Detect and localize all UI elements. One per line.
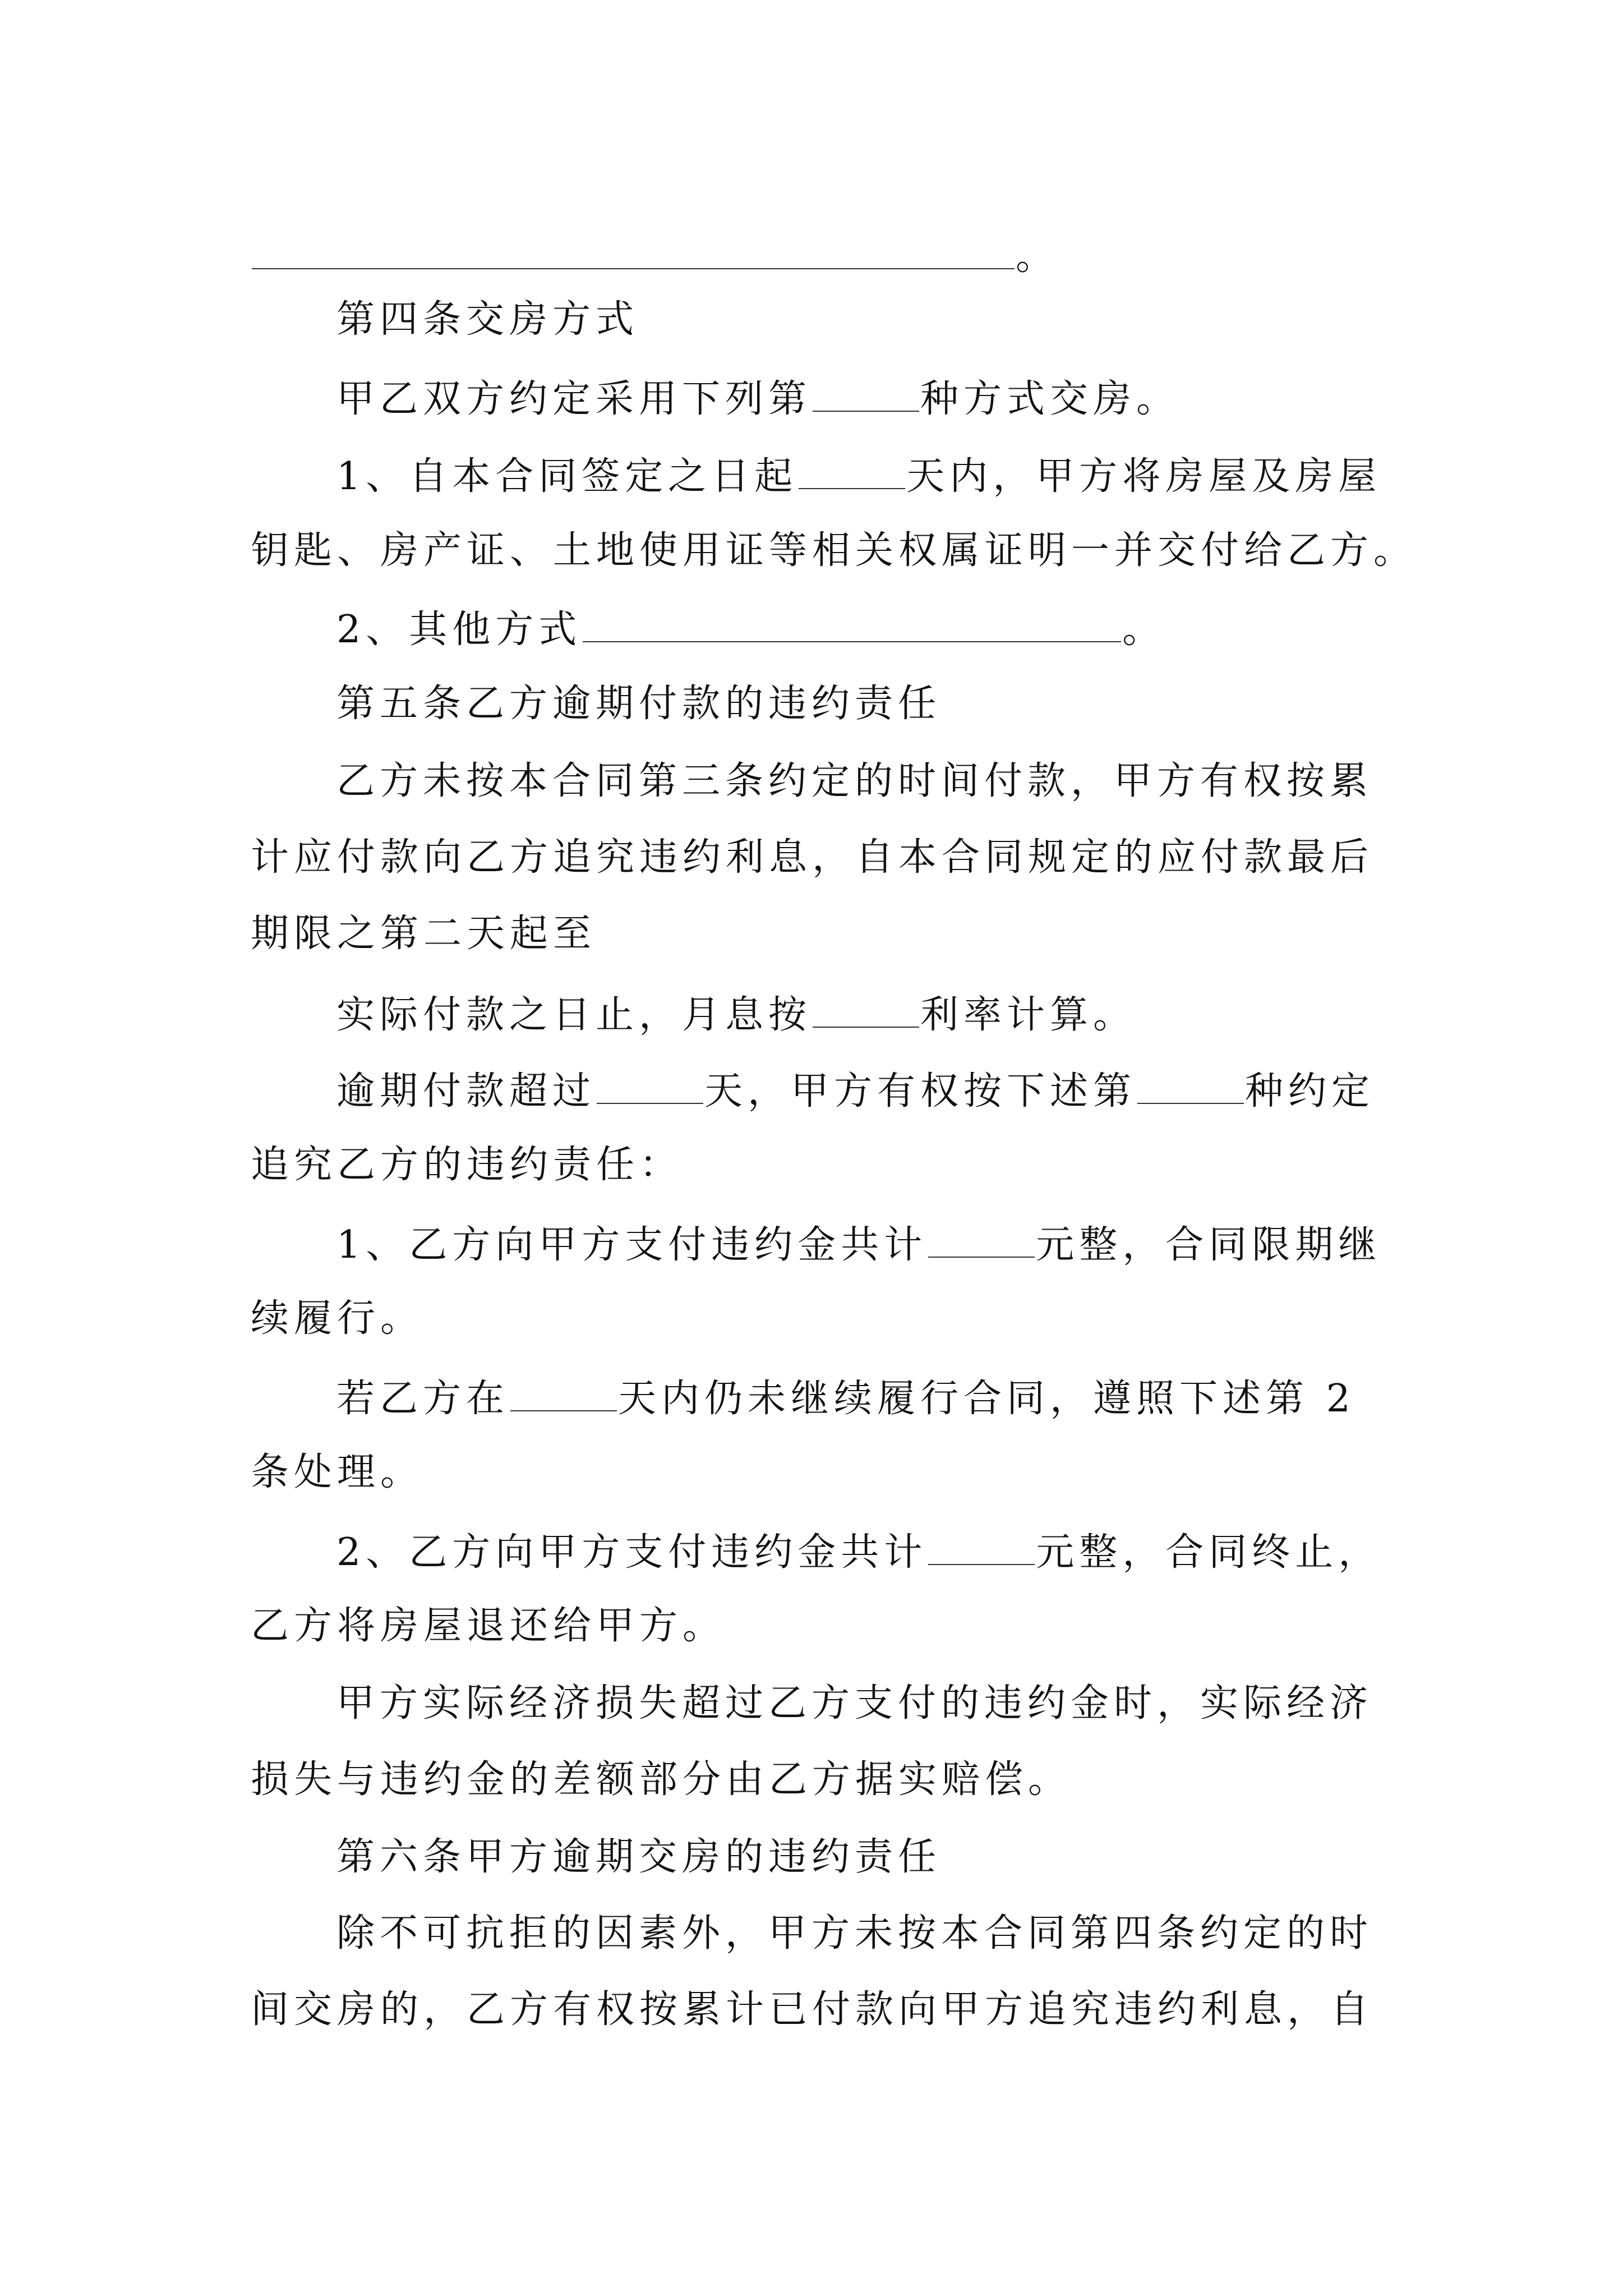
fill-blank xyxy=(928,1525,1035,1565)
text-segment: 天内，甲方将房屋及房屋 xyxy=(906,454,1382,499)
text-line xyxy=(251,1294,1389,1344)
fill-blank xyxy=(597,1064,703,1104)
text-line-top-blank xyxy=(251,229,1389,279)
fill-blank xyxy=(813,371,919,412)
text-segment: 乙方未按本合同第三条约定的时间付款，甲方有权按累 xyxy=(336,759,1373,803)
fill-blank xyxy=(813,987,919,1028)
text-segment: 实际付款之日止，月息按 xyxy=(336,993,812,1037)
text-segment: 乙方将房屋退还给甲方。 xyxy=(251,1604,726,1648)
text-line xyxy=(251,1985,1389,2035)
fill-blank xyxy=(252,229,1015,269)
text-line xyxy=(251,1140,1389,1190)
text-line xyxy=(251,909,1389,959)
text-segment: 利率计算。 xyxy=(920,993,1137,1037)
text-segment: 续履行。 xyxy=(251,1296,424,1341)
text-line xyxy=(251,1755,1389,1805)
text-line xyxy=(251,1601,1389,1651)
fill-blank xyxy=(799,449,905,489)
text-segment: 第六条甲方逾期交房的违约责任 xyxy=(336,1835,942,1879)
text-segment: 第四条交房方式 xyxy=(336,297,639,342)
text-segment: 2、乙方向甲方支付违约金共计 xyxy=(336,1530,928,1575)
text-line xyxy=(251,526,1417,576)
text-segment: 元整，合同限期继 xyxy=(1036,1223,1382,1267)
text-line xyxy=(336,1908,1391,1959)
text-segment: 种约定 xyxy=(1245,1069,1375,1114)
text-segment: 逾期付款超过 xyxy=(336,1069,596,1114)
article-five-heading xyxy=(336,679,1391,729)
text-segment: 元整，合同终止， xyxy=(1036,1530,1382,1575)
text-segment: 期限之第二天起至 xyxy=(251,912,597,956)
text-line xyxy=(336,1525,1391,1575)
text-line xyxy=(336,602,1391,652)
text-segment: 甲方实际经济损失超过乙方支付的违约金时，实际经济 xyxy=(336,1681,1373,1726)
article-six-heading xyxy=(336,1832,1391,1883)
text-line xyxy=(336,1371,1391,1421)
text-segment: 天，甲方有权按下述第 xyxy=(704,1069,1137,1114)
text-segment: 间交房的，乙方有权按累计已付款向甲方追究违约利息，自 xyxy=(251,1987,1374,2032)
text-segment: 除不可抗拒的因素外，甲方未按本合同第四条约定的时 xyxy=(336,1911,1373,1955)
fill-blank xyxy=(510,1371,617,1411)
text-line xyxy=(336,756,1391,807)
text-segment: 钥匙、房产证、土地使用证等相关权属证明一并交付给乙方。 xyxy=(251,528,1417,573)
text-line xyxy=(336,1217,1391,1268)
text-segment: 第五条乙方逾期付款的违约责任 xyxy=(336,682,942,726)
text-line xyxy=(336,371,1391,422)
text-line xyxy=(336,449,1391,499)
text-segment: 计应付款向乙方追究违约利息，自本合同规定的应付款最后 xyxy=(251,835,1374,880)
text-segment: 1、自本合同签定之日起 xyxy=(336,454,798,499)
fill-blank xyxy=(1137,1064,1244,1104)
text-line xyxy=(336,987,1391,1038)
text-segment: 若乙方在 xyxy=(336,1377,510,1421)
fill-blank xyxy=(928,1217,1035,1258)
text-line xyxy=(336,1064,1391,1114)
text-segment: 天内仍未继续履行合同，遵照下述第 2 xyxy=(618,1377,1355,1421)
text-segment: 。 xyxy=(1122,608,1166,652)
article-four-heading xyxy=(336,295,1391,345)
text-segment: 条处理。 xyxy=(251,1450,424,1494)
text-line xyxy=(336,1678,1391,1729)
text-segment: 种方式交房。 xyxy=(920,377,1180,421)
text-segment: 。 xyxy=(1016,234,1059,279)
text-line xyxy=(251,832,1389,883)
text-segment: 甲乙双方约定采用下列第 xyxy=(336,377,812,421)
fill-blank xyxy=(583,602,1121,642)
text-segment: 1、乙方向甲方支付违约金共计 xyxy=(336,1223,928,1267)
text-segment: 损失与违约金的差额部分由乙方据实赔偿。 xyxy=(251,1757,1072,1802)
text-line xyxy=(251,1447,1389,1498)
text-segment: 2、其他方式 xyxy=(336,608,582,652)
text-segment: 追究乙方的违约责任： xyxy=(251,1143,683,1187)
